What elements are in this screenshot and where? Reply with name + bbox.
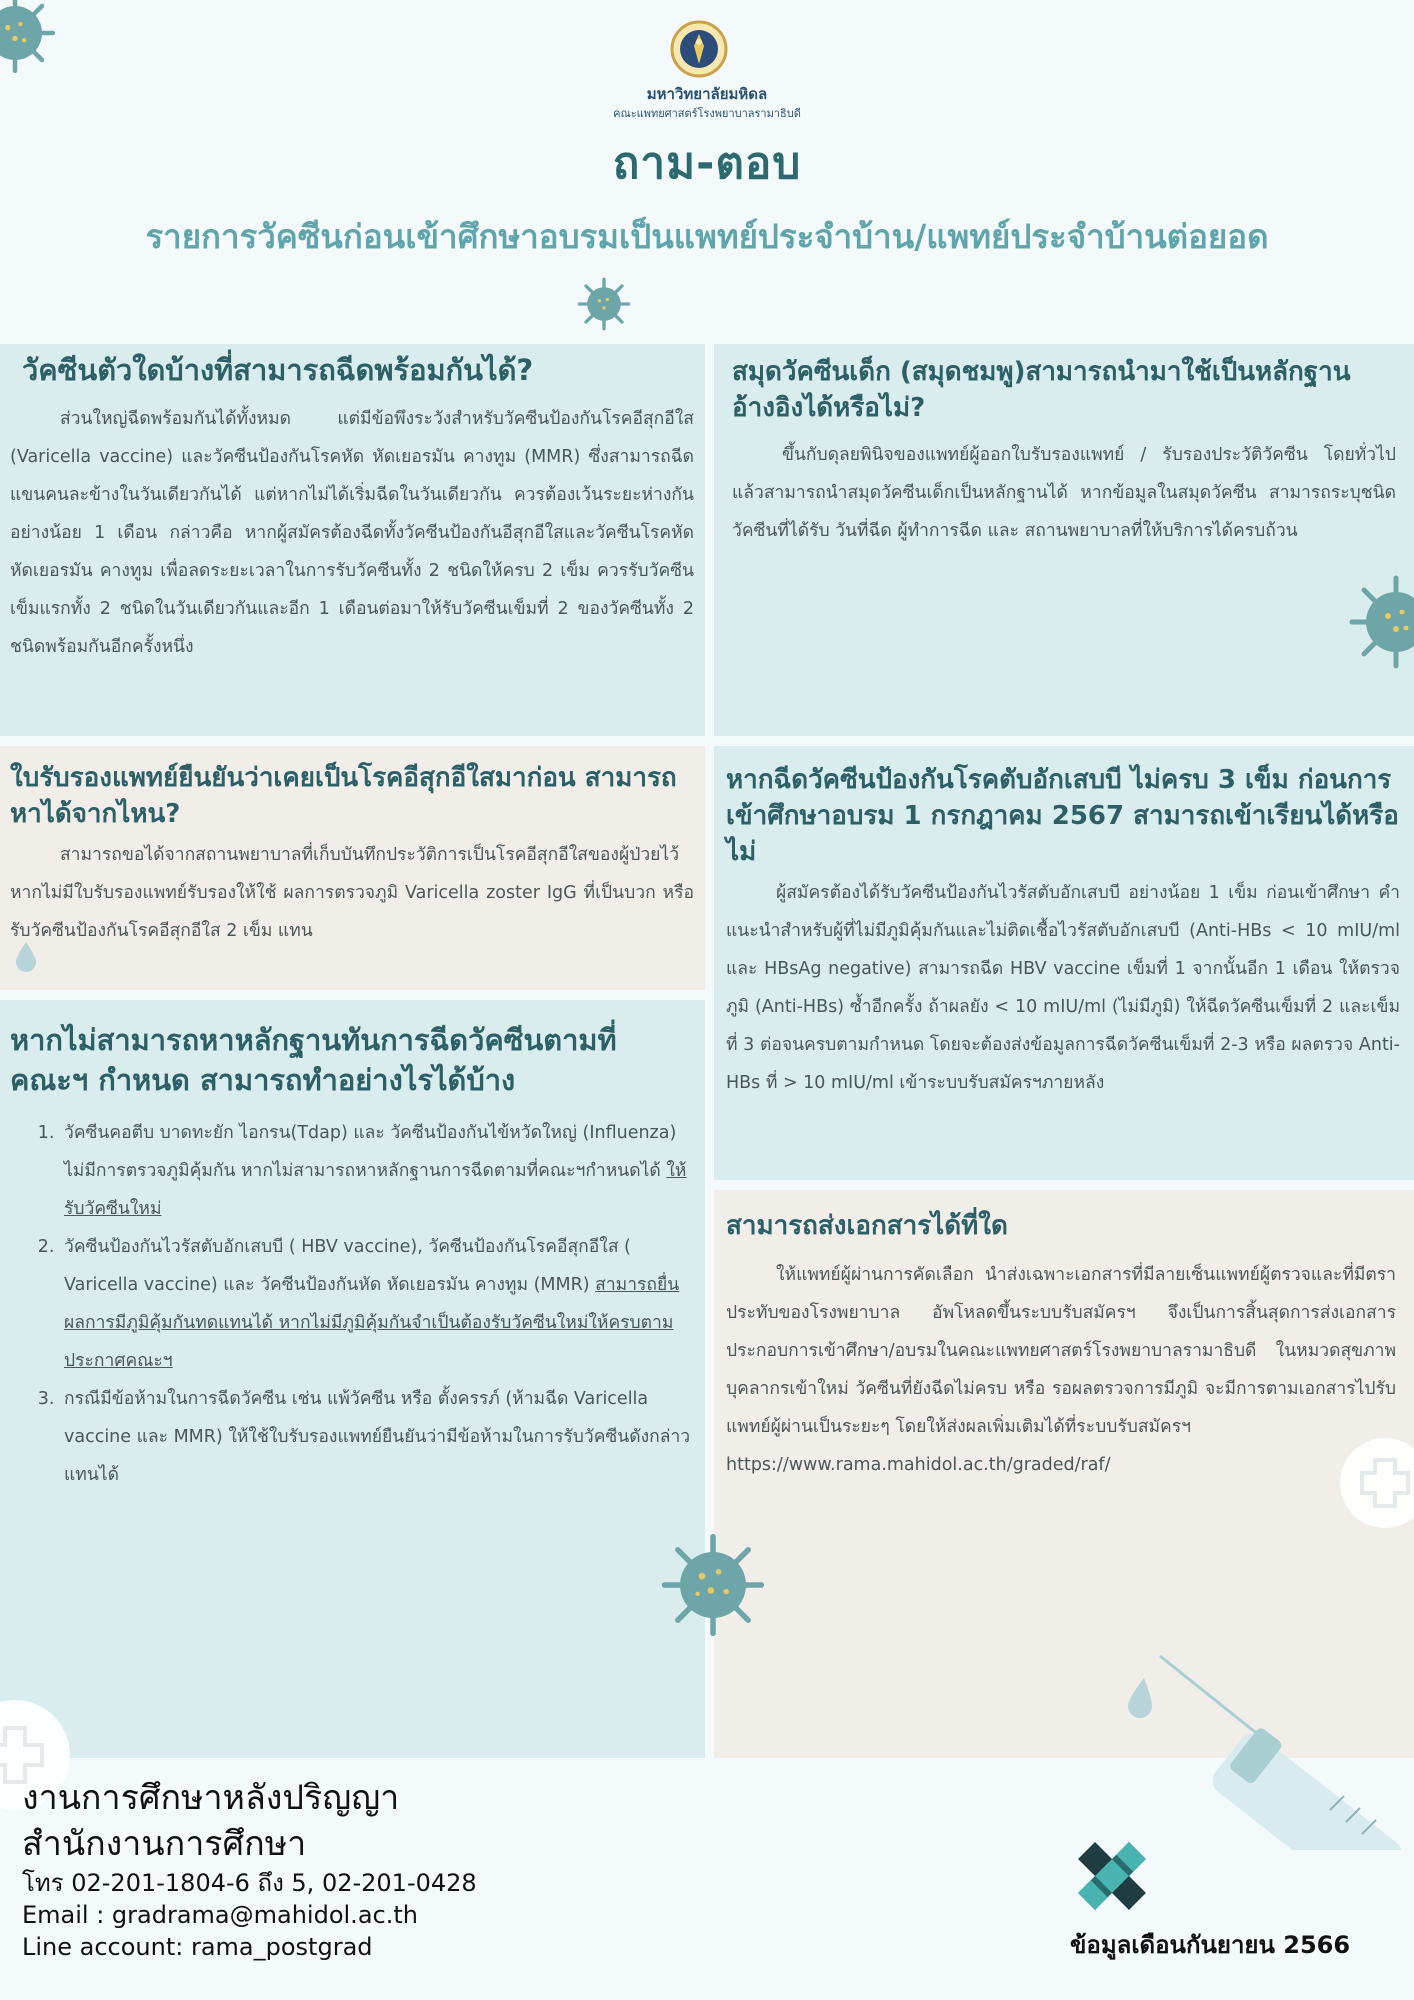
email-text: Email : gradrama@mahidol.ac.th xyxy=(22,1901,418,1929)
virus-icon xyxy=(1346,572,1414,672)
answer-list xyxy=(10,1114,694,1494)
faculty-name: คณะแพทยศาสตร์โรงพยาบาลรามาธิบดี xyxy=(613,107,801,120)
data-date-note: ข้อมูลเดือนกันยายน 2566 xyxy=(1070,1931,1351,1959)
question-heading: สมุดวัคซีนเด็ก (สมุดชมพู)สามารถนำมาใช้เป็นหลักฐานอ้างอิงได้หรือไม่? xyxy=(732,357,1351,423)
phone-text: โทร 02-201-1804-6 ถึง 5, 02-201-0428 xyxy=(22,1869,477,1897)
bandage-icon xyxy=(1072,1836,1152,1916)
question-heading: ใบรับรองแพทย์ยืนยันว่าเคยเป็นโรคอีสุกอีใสมาก่อน สามารถหาได้จากไหน? xyxy=(10,763,677,829)
question-heading: สามารถส่งเอกสารได้ที่ใด xyxy=(726,1211,1008,1241)
registration-link[interactable]: https://www.rama.mahidol.ac.th/graded/raf/ xyxy=(726,1455,1111,1475)
qa-card-q2 xyxy=(732,354,1396,550)
syringe-icon xyxy=(1120,1650,1414,1850)
answer-text: สามารถขอได้จากสถานพยาบาลที่เก็บบันทึกประวัติการเป็นโรคอีสุกอีใสของผู้ป่วยไว้ หากไม่มีใบรับรองแพทย์รับรองให้ใช้ ผลการตรวจภูมิ Varicella zoster IgG ที่เป็นบวก หรือ รับวัคซีนป้องกันโรคอีสุกอีใส 2 เข็ม แทน xyxy=(10,845,694,941)
contact-block xyxy=(22,1775,477,1963)
list-item: 3. กรณีมีข้อห้ามในการฉีดวัคซีน เช่น แพ้วัคซีน หรือ ตั้งครรภ์ (ห้ามฉีด Varicella vaccine และ MMR) ให้ใช้ใบรับรองแพทย์ยืนยันว่ามีข้อห้ามในการรับวัคซีนดังกล่าวแทนได้ xyxy=(60,1380,694,1494)
virus-icon xyxy=(658,1530,768,1640)
qa-card-q3 xyxy=(10,760,694,950)
institution-name: มหาวิทยาลัยมหิดล xyxy=(646,85,768,103)
question-heading: หากฉีดวัคซีนป้องกันโรคตับอักเสบบี ไม่ครบ 3 เข็ม ก่อนการเข้าศึกษาอบรม 1 กรกฎาคม 2567 สามารถเข้าเรียนได้หรือไม่ xyxy=(726,765,1399,867)
qa-card-q6 xyxy=(726,1208,1396,1484)
virus-icon xyxy=(0,0,60,78)
office-name: สำนักงานการศึกษา xyxy=(22,1824,307,1864)
answer-text: ขึ้นกับดุลยพินิจของแพทย์ผู้ออกใบรับรองแพทย์ / รับรองประวัติวัคซีน โดยทั่วไปแล้วสามารถนำสมุดวัคซีนเด็กเป็นหลักฐานได้ หากข้อมูลในสมุดวัคซีน สามารถระบุชนิดวัคซีนที่ได้รับ วันที่ฉีด ผู้ทำการฉีด และ สถานพยาบาลที่ให้บริการได้ครบถ้วน xyxy=(732,445,1396,541)
line-account-text: Line account: rama_postgrad xyxy=(22,1933,373,1961)
list-item: 2. วัคซีนป้องกันไวรัสตับอักเสบบี ( HBV vaccine), วัคซีนป้องกันโรคอีสุกอีใส ( Varicella vaccine) และ วัคซีนป้องกันหัด หัดเยอรมัน คางทูม (MMR) สามารถยื่นผลการมีภูมิคุ้มกันทดแทนได้ หากไม่มีภูมิคุ้มกันจำเป็นต้องรับวัคซีนใหม่ให้ครบตามประกาศคณะฯ xyxy=(60,1228,694,1380)
university-seal-icon xyxy=(670,20,728,78)
answer-text: ให้แพทย์ผู้ผ่านการคัดเลือก นำส่งเฉพาะเอกสารที่มีลายเซ็นแพทย์ผู้ตรวจและที่มีตราประทับของโรงพยาบาล อัพโหลดขึ้นระบบรับสมัครฯ จึงเป็นการสิ้นสุดการส่งเอกสารประกอบการเข้าศึกษา/อบรมในคณะแพทยศาสตร์โรงพยาบาลรามาธิบดี ในหมวดสุขภาพบุคลากรเข้าใหม่ วัคซีนที่ยังฉีดไม่ครบ หรือ รอผลตรวจการมีภูมิ จะมีการตามเอกสารไปรับแพทย์ผู้ผ่านเป็นระยะๆ โดยให้ส่งผลเพิ่มเติมได้ที่ระบบรับสมัครฯ xyxy=(726,1265,1396,1437)
page-title: ถาม-ตอบ xyxy=(612,138,802,189)
question-heading: วัคซีนตัวใดบ้างที่สามารถฉีดพร้อมกันได้? xyxy=(22,353,534,387)
department-name: งานการศึกษาหลังปริญญา xyxy=(22,1778,400,1818)
question-heading: หากไม่สามารถหาหลักฐานทันการฉีดวัคซีนตามที่คณะฯ กำหนด สามารถทำอย่างไรได้บ้าง xyxy=(10,1023,617,1097)
virus-icon xyxy=(576,276,632,332)
page-subtitle: รายการวัคซีนก่อนเข้าศึกษาอบรมเป็นแพทย์ประจำบ้าน/แพทย์ประจำบ้านต่อยอด xyxy=(145,217,1269,256)
answer-text: ผู้สมัครต้องได้รับวัคซีนป้องกันไวรัสตับอักเสบบี อย่างน้อย 1 เข็ม ก่อนเข้าศึกษา คำแนะนำสำหรับผู้ที่ไม่มีภูมิคุ้มกันและไม่ติดเชื้อไวรัสตับอักเสบบี (Anti-HBs < 10 mIU/ml และ HBsAg negative) สามารถฉีด HBV vaccine เข็มที่ 1 จากนั้นอีก 1 เดือน ให้ตรวจภูมิ (Anti-HBs) ซ้ำอีกครั้ง ถ้าผลยัง < 10 mIU/ml (ไม่มีภูมิ) ให้ฉีดวัคซีนเข็มที่ 2 และเข็มที่ 3 ต่อจนครบตามกำหนด โดยจะต้องส่งข้อมูลการฉีดวัคซีนเข็มที่ 2-3 หรือ ผลตรวจ Anti-HBs ที่ > 10 mIU/ml เข้าระบบรับสมัครฯภายหลัง xyxy=(726,883,1400,1093)
qa-card-q1 xyxy=(10,352,694,666)
answer-text: ส่วนใหญ่ฉีดพร้อมกันได้ทั้งหมด แต่มีข้อพึงระวังสำหรับวัคซีนป้องกันโรคอีสุกอีใส (Varicella vaccine) และวัคซีนป้องกันโรคหัด หัดเยอรมัน คางทูม (MMR) ซึ่งสามารถฉีดแขนคนละข้างในวันเดียวกันได้ แต่หากไม่ได้เริ่มฉีดในวันเดียวกัน ควรต้องเว้นระยะห่างกันอย่างน้อย 1 เดือน กล่าวคือ หากผู้สมัครต้องฉีดทั้งวัคซีนป้องกันอีสุกอีใสและวัคซีนโรคหัด หัดเยอรมัน คางทูม เพื่อลดระยะเวลาในการรับวัคซีนทั้ง 2 ชนิดให้ครบ 2 เข็ม ควรรับวัคซีนเข็มแรกทั้ง 2 ชนิดในวันเดียวกันและอีก 1 เดือนต่อมาให้รับวัคซีนเข็มที่ 2 ของวัคซีนทั้ง 2 ชนิดพร้อมกันอีกครั้งหนึ่ง xyxy=(10,409,694,657)
qa-card-q5 xyxy=(10,1020,694,1494)
qa-card-q4 xyxy=(726,762,1400,1102)
list-item: 1. วัคซีนคอตีบ บาดทะยัก ไอกรน(Tdap) และ วัคซีนป้องกันไข้หวัดใหญ่ (Influenza) ไม่มีการตรวจภูมิคุ้มกัน หากไม่สามารถหาหลักฐานการฉีดตามที่คณะฯกำหนดได้ ให้รับวัคซีนใหม่ xyxy=(60,1114,694,1228)
